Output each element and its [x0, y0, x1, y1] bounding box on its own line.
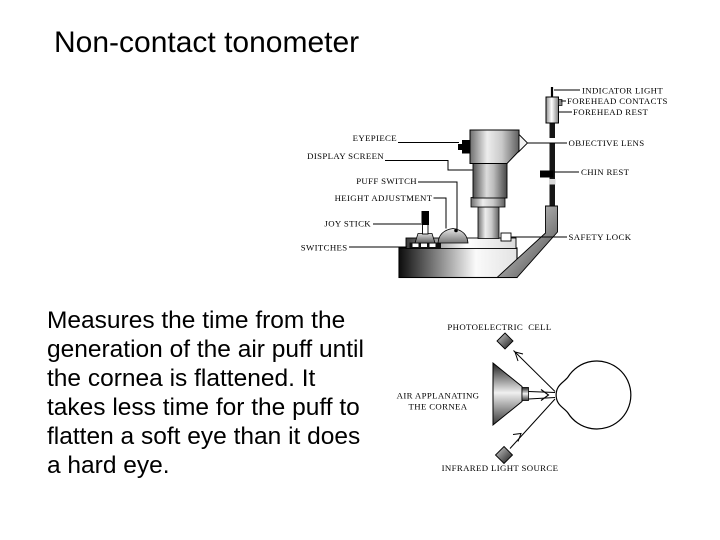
- label-puff-switch: PUFF SWITCH: [356, 176, 417, 186]
- label-safety-lock: SAFETY LOCK: [568, 232, 632, 242]
- label-indicator-light: INDICATOR LIGHT: [582, 85, 664, 96]
- page-title: Non-contact tonometer: [54, 26, 360, 59]
- joystick: [415, 211, 435, 243]
- dome-tip-dot: [454, 229, 458, 233]
- description-line: a hard eye.: [47, 452, 170, 479]
- objective-cone: [519, 135, 528, 152]
- photoelectric-diamond: [497, 333, 513, 349]
- description-line: the cornea is flattened. It: [47, 365, 316, 392]
- principle-diagram: [397, 322, 631, 473]
- eyepiece-shape: [458, 140, 470, 154]
- label-air-applanating-1: AIR APPLANATING: [396, 390, 480, 401]
- support-pole: [550, 122, 556, 208]
- device-base: [399, 248, 517, 278]
- label-switches: SWITCHES: [300, 242, 348, 253]
- pole-joint: [549, 179, 556, 185]
- label-joy-stick: JOY STICK: [324, 218, 371, 229]
- puff-switch-dome: [438, 229, 468, 244]
- air-puff-arrowhead: [541, 390, 549, 401]
- label-photoelectric-cell: PHOTOELECTRIC CELL: [447, 322, 552, 332]
- leader-height-adjustment: [434, 198, 447, 229]
- forehead-contacts-nub: [559, 100, 563, 106]
- air-puff-lines: [529, 390, 556, 401]
- eye-globe: [556, 361, 631, 429]
- chin-rest-marker: [540, 171, 554, 178]
- device-diagram: [301, 86, 668, 278]
- label-infrared-light-source: INFRARED LIGHT SOURCE: [441, 463, 559, 473]
- head-column-step: [471, 198, 505, 208]
- head-column: [478, 207, 499, 239]
- forehead-rest-block: [546, 97, 559, 123]
- label-forehead-rest: FOREHEAD REST: [573, 107, 649, 117]
- air-cone-nozzle: [522, 388, 529, 401]
- description-line: Measures the time from the: [47, 307, 346, 334]
- safety-lock-shape: [501, 233, 511, 241]
- head-upper-body: [470, 130, 519, 164]
- label-air-applanating-2: THE CORNEA: [408, 401, 468, 412]
- label-objective-lens: OBJECTIVE LENS: [568, 138, 645, 148]
- air-cone: [493, 363, 522, 425]
- label-forehead-contacts: FOREHEAD CONTACTS: [567, 96, 668, 106]
- head-lower-body: [473, 164, 507, 199]
- label-eyepiece: EYEPIECE: [352, 133, 397, 143]
- beam-from-infrared: [510, 399, 555, 449]
- label-chin-rest: CHIN REST: [581, 167, 630, 177]
- description-line: takes less time for the puff to: [47, 394, 360, 421]
- description-line: generation of the air puff until: [47, 336, 364, 363]
- leader-display-screen: [385, 161, 473, 171]
- label-display-screen: DISPLAY SCREEN: [307, 151, 384, 161]
- label-height-adjustment: HEIGHT ADJUSTMENT: [334, 193, 433, 203]
- infrared-diamond: [496, 447, 513, 464]
- description-line: flatten a soft eye than it does: [47, 423, 361, 450]
